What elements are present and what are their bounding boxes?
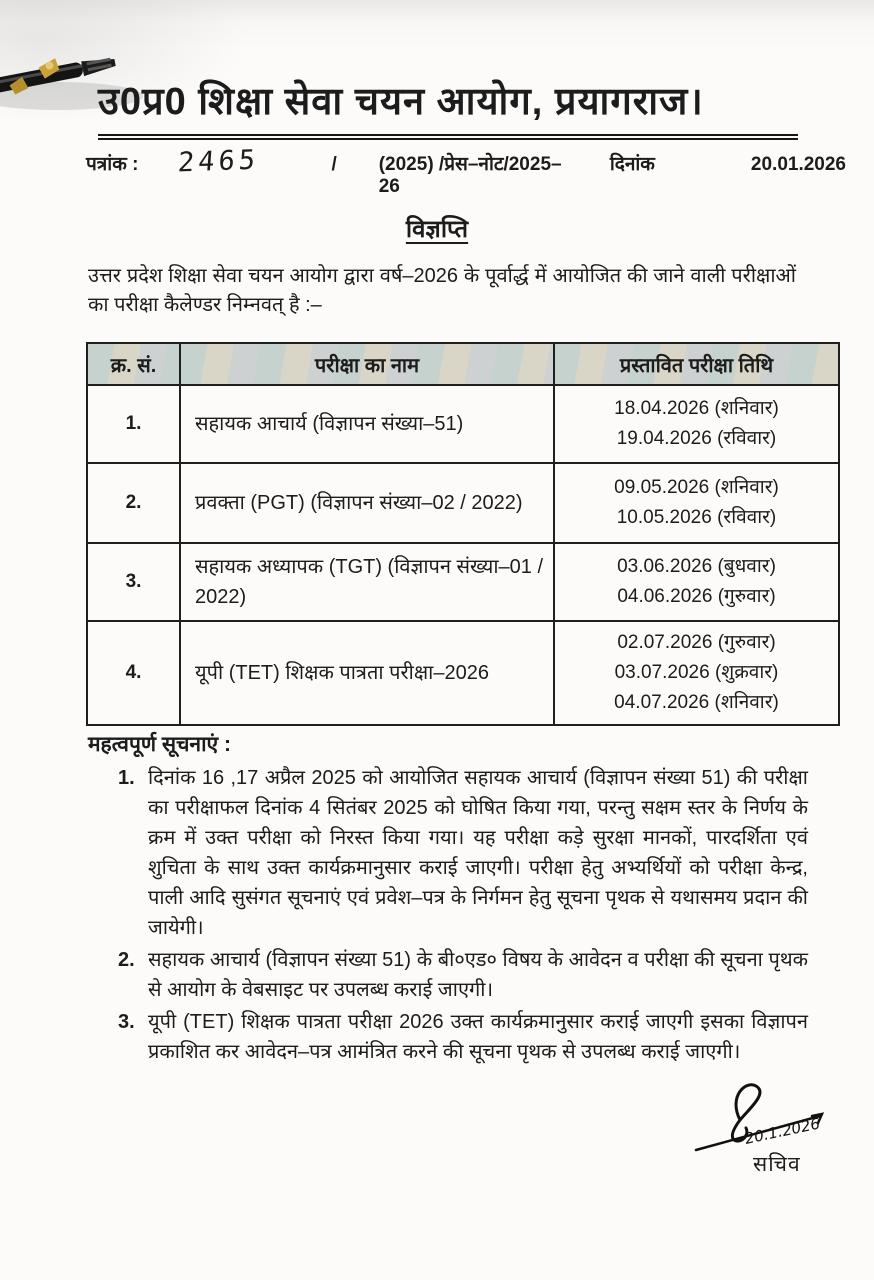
signature-date: 20.1.2026 [743,1114,822,1148]
header-exam-name: परीक्षा का नाम [180,343,554,385]
date-line: 03.06.2026 (बुधवार) [617,556,776,577]
note-item [118,1007,808,1067]
date-line: 02.07.2026 (गुरुवार) [617,632,776,653]
row1-exam-name: सहायक आचार्य (विज्ञापन संख्या–51) [180,385,554,463]
date-value: 20.01.2026 [750,154,846,175]
row2-exam-name: प्रवक्ता (PGT) (विज्ञापन संख्या–02 / 2022) [180,463,554,543]
important-notices-list [118,763,808,1069]
row2-serial: 2. [87,463,180,543]
row3-serial: 3. [87,543,180,621]
important-notices-heading: महत्वपूर्ण सूचनाएं : [88,733,231,756]
date-line: 04.07.2026 (शनिवार) [614,692,779,713]
date-line: 19.04.2026 (रविवार) [616,428,777,449]
header-proposed-date: प्रस्तावित परीक्षा तिथि [554,343,839,385]
ref-number-label: पत्रांक : [86,154,139,175]
row2-dates [554,463,839,543]
date-label: दिनांक [609,154,655,175]
ref-number-handwritten: 2465 [177,144,261,179]
note-item [118,945,808,1005]
table-row [87,621,839,725]
note-number: 2. [118,949,135,971]
row3-dates [554,543,839,621]
date-line: 04.06.2026 (गुरुवार) [617,586,776,607]
row1-serial: 1. [87,385,180,463]
signature-block [688,1078,838,1183]
date-line: 09.05.2026 (शनिवार) [614,477,779,498]
exam-calendar-table [86,342,840,726]
ref-slash: / [331,154,337,175]
date-line: 18.04.2026 (शनिवार) [614,398,779,419]
letterhead-title: उ0प्र0 शिक्षा सेवा चयन आयोग, प्रयागराज। [98,74,798,140]
row3-exam-name: सहायक अध्यापक (TGT) (विज्ञापन संख्या–01 / 2022) [180,543,554,621]
header-serial-number: क्र. सं. [87,343,180,385]
table-row [87,543,839,621]
row4-exam-name: यूपी (TET) शिक्षक पात्रता परीक्षा–2026 [180,621,554,725]
note-number: 3. [118,1011,135,1033]
note-item [118,763,808,943]
note-number: 1. [118,767,135,789]
row4-dates [554,621,839,725]
secretary-label: सचिव [753,1153,801,1176]
table-row [87,463,839,543]
notice-heading: विज्ञप्ति [405,216,469,243]
table-header-row [87,343,839,385]
table-row [87,385,839,463]
date-line: 10.05.2026 (रविवार) [616,507,777,528]
intro-paragraph: उत्तर प्रदेश शिक्षा सेवा चयन आयोग द्वारा वर्ष–2026 के पूर्वार्द्ध में आयोजित की जाने वाली परीक्षाओं का परीक्षा कैलेण्डर निम्नवत् है :– [88,265,796,316]
note-text: सहायक आचार्य (विज्ञापन संख्या 51) के बी०एड० विषय के आवेदन व परीक्षा की सूचना पृथक से आयोग के वेबसाइट पर उपलब्ध कराई जाएगी। [148,949,808,1001]
reference-line [86,146,846,198]
note-text: दिनांक 16 ,17 अप्रैल 2025 को आयोजित सहायक आचार्य (विज्ञापन संख्या 51) की परीक्षा का परीक्षाफल दिनांक 4 सितंबर 2025 को घोषित किया गया, परन्तु सक्षम स्तर के निर्णय के क्रम में उक्त परीक्षा को निरस्त किया गया। यह परीक्षा कड़े सुरक्षा मानकों, पारदर्शिता एवं शुचिता के साथ उक्त कार्यक्रमानुसार कराई जाएगी। परीक्षा हेतु अभ्यर्थियों को परीक्षा केन्द्र, पाली आदि सुसंगत सूचनाएं एवं प्रवेश–पत्र के निर्गमन हेतु सूचना पृथक से यथासमय प्रदान की जायेगी। [148,767,808,939]
note-text: यूपी (TET) शिक्षक पात्रता परीक्षा 2026 उक्त कार्यक्रमानुसार कराई जाएगी इसका विज्ञापन प्रकाशित कर आवेदन–पत्र आमंत्रित करने की सूचना पृथक से उपलब्ध कराई जाएगी। [148,1011,808,1063]
row1-dates [554,385,839,463]
row4-serial: 4. [87,621,180,725]
ref-detail: (2025) /प्रेस–नोट/2025–26 [378,154,562,197]
date-line: 03.07.2026 (शुक्रवार) [614,662,779,683]
